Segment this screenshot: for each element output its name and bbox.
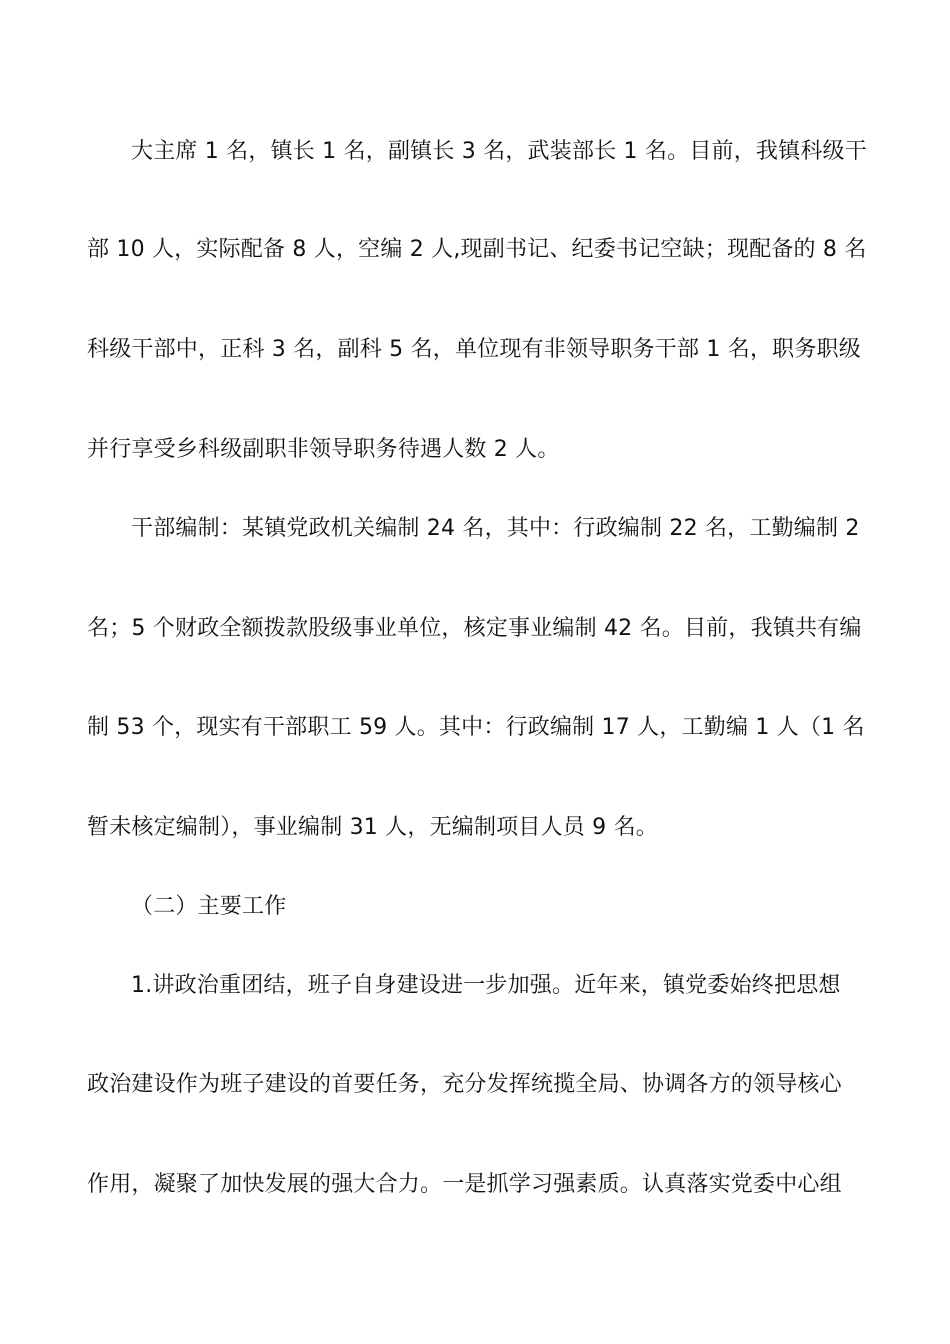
paragraph-line: 1.讲政治重团结，班子自身建设进一步加强。近年来，镇党委始终把思想 (131, 973, 841, 998)
paragraph-line: 制 53 个，现实有干部职工 59 人。其中：行政编制 17 人，工勤编 1 人（1 名 (87, 715, 865, 740)
paragraph-line: 政治建设作为班子建设的首要任务，充分发挥统揽全局、协调各方的领导核心 (87, 1072, 842, 1097)
section-heading: （二）主要工作 (131, 894, 287, 919)
paragraph-line: 作用，凝聚了加快发展的强大合力。一是抓学习强素质。认真落实党委中心组 (87, 1172, 842, 1197)
paragraph-line: 暂未核定编制），事业编制 31 人，无编制项目人员 9 名。 (87, 815, 658, 840)
paragraph-line: 大主席 1 名，镇长 1 名，副镇长 3 名，武装部长 1 名。目前，我镇科级干 (131, 139, 867, 164)
paragraph-line: 部 10 人，实际配备 8 人，空编 2 人,现副书记、纪委书记空缺；现配备的 8 名 (87, 237, 867, 262)
paragraph-line: 干部编制：某镇党政机关编制 24 名，其中：行政编制 22 名，工勤编制 2 (131, 516, 860, 541)
paragraph-line: 科级干部中，正科 3 名，副科 5 名，单位现有非领导职务干部 1 名，职务职级 (87, 337, 861, 362)
paragraph-line: 并行享受乡科级副职非领导职务待遇人数 2 人。 (87, 437, 560, 462)
paragraph-line: 名；5 个财政全额拨款股级事业单位，核定事业编制 42 名。目前，我镇共有编 (87, 616, 862, 641)
